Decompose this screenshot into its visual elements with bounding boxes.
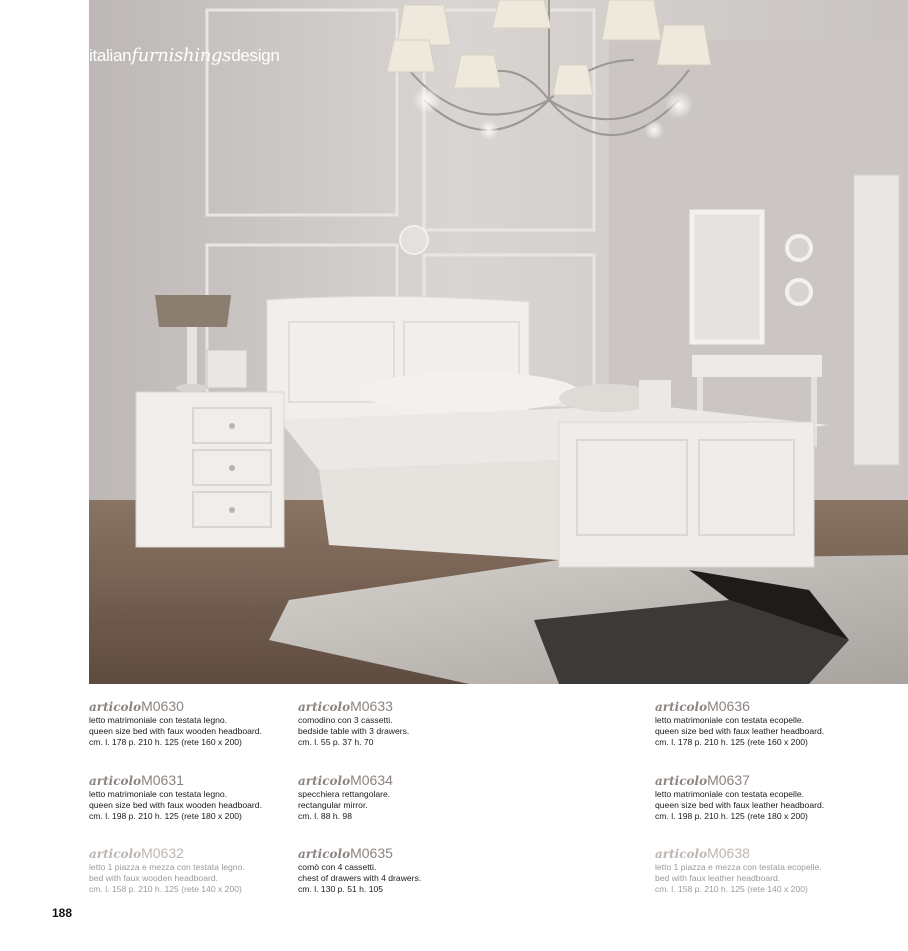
description-en: bed with faux leather headboard. [655, 873, 781, 883]
article-code: M0636 [707, 698, 750, 714]
description-en: bedside table with 3 drawers. [298, 726, 410, 736]
brand-part-furnishings: furnishings [131, 45, 232, 66]
article-m0635 [298, 846, 528, 895]
article-code: M0637 [707, 772, 750, 788]
brand-part-design: design [231, 46, 280, 65]
article-code: M0631 [141, 772, 184, 788]
description-en: queen size bed with faux wooden headboard. [89, 800, 262, 810]
article-m0630 [89, 699, 319, 748]
articolo-label: articolo [655, 847, 708, 861]
dimensions: cm. l. 198 p. 210 h. 125 (rete 180 x 200) [89, 811, 242, 821]
article-code: M0634 [350, 772, 393, 788]
dimensions: cm. l. 178 p. 210 h. 125 (rete 160 x 200) [655, 737, 808, 747]
description-en: queen size bed with faux leather headboard. [655, 726, 825, 736]
description-en: bed with faux wooden headboard. [89, 873, 219, 883]
articolo-label: articolo [298, 700, 351, 714]
articolo-label: articolo [298, 847, 351, 861]
description-it: comodino con 3 cassetti. [298, 715, 393, 725]
articolo-label: articolo [298, 774, 351, 788]
article-m0631 [89, 773, 319, 822]
article-code: M0635 [350, 845, 393, 861]
description-it: letto matrimoniale con testata ecopelle. [655, 789, 805, 799]
dimensions: cm. l. 55 p. 37 h. 70 [298, 737, 374, 747]
article-m0637 [655, 773, 885, 822]
articolo-label: articolo [655, 700, 708, 714]
article-code: M0633 [350, 698, 393, 714]
page-number: 188 [52, 906, 73, 920]
description-en: rectangular mirror. [298, 800, 368, 810]
articolo-label: articolo [89, 847, 142, 861]
article-code: M0630 [141, 698, 184, 714]
article-code: M0638 [707, 845, 750, 861]
dimensions: cm. l. 158 p. 210 h. 125 (rete 140 x 200) [655, 884, 808, 894]
description-it: letto 1 piazza e mezza con testata ecopelle. [655, 862, 822, 872]
brand-part-italian: italian [89, 46, 132, 65]
description-en: chest of drawers with 4 drawers. [298, 873, 422, 883]
description-en: queen size bed with faux wooden headboard. [89, 726, 262, 736]
article-m0634 [298, 773, 528, 822]
article-m0638 [655, 846, 885, 895]
articolo-label: articolo [89, 700, 142, 714]
bedroom-photo [89, 0, 908, 684]
dimensions: cm. l. 88 h. 98 [298, 811, 352, 821]
dimensions: cm. l. 130 p. 51 h. 105 [298, 884, 384, 894]
description-it: letto matrimoniale con testata legno. [89, 789, 228, 799]
dimensions: cm. l. 158 p. 210 h. 125 (rete 140 x 200) [89, 884, 242, 894]
description-it: letto matrimoniale con testata ecopelle. [655, 715, 805, 725]
article-code: M0632 [141, 845, 184, 861]
description-it: letto 1 piazza e mezza con testata legno. [89, 862, 245, 872]
description-it: comò con 4 cassetti. [298, 862, 377, 872]
articolo-label: articolo [655, 774, 708, 788]
article-m0632 [89, 846, 319, 895]
description-it: specchiera rettangolare. [298, 789, 391, 799]
dimensions: cm. l. 178 p. 210 h. 125 (rete 160 x 200) [89, 737, 242, 747]
articolo-label: articolo [89, 774, 142, 788]
bedroom-illustration [89, 0, 908, 684]
article-m0633 [298, 699, 528, 748]
description-it: letto matrimoniale con testata legno. [89, 715, 228, 725]
article-m0636 [655, 699, 885, 748]
dimensions: cm. l. 198 p. 210 h. 125 (rete 180 x 200) [655, 811, 808, 821]
description-en: queen size bed with faux leather headboard. [655, 800, 825, 810]
brand-logo [89, 45, 279, 66]
